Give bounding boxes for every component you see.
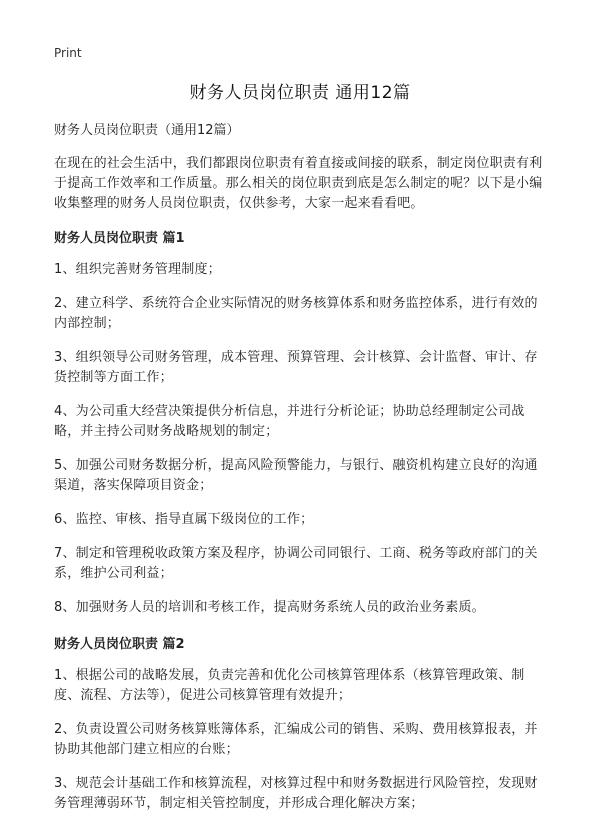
list-item: 1、根据公司的战略发展，负责完善和优化公司核算管理体系（核算管理政策、制度、流程、方法等），促进公司核算管理有效提升； xyxy=(54,668,525,703)
section-heading: 财务人员岗位职责 篇2 xyxy=(54,637,185,652)
section-2 xyxy=(54,636,550,814)
list-item: 5、加强公司财务数据分析，提高风险预警能力，与银行、融资机构建立良好的沟通渠道，落实保障项目资金； xyxy=(54,458,538,493)
document-body xyxy=(54,122,550,828)
list-item: 4、为公司重大经营决策提供分析信息，并进行分析论证；协助总经理制定公司战略，并主持公司财务战略规划的制定； xyxy=(54,404,525,439)
list-item: 8、加强财务人员的培训和考核工作，提高财务系统人员的政治业务素质。 xyxy=(54,600,485,615)
section-heading: 财务人员岗位职责 篇1 xyxy=(54,231,185,246)
list-item: 2、建立科学、系统符合企业实际情况的财务核算体系和财务监控体系，进行有效的内部控制； xyxy=(54,296,538,331)
page-title: 财务人员岗位职责 通用12篇 xyxy=(189,83,411,103)
list-item: 3、规范会计基础工作和核算流程，对核算过程中和财务数据进行风险管控，发现财务管理薄弱环节，制定相关管控制度，并形成合理化解决方案； xyxy=(54,776,538,811)
list-item: 7、制定和管理税收政策方案及程序，协调公司同银行、工商、税务等政府部门的关系，维护公司利益； xyxy=(54,546,538,581)
list-item: 1、组织完善财务管理制度； xyxy=(54,262,221,277)
document-subtitle: 财务人员岗位职责（通用12篇） xyxy=(54,123,240,138)
print-link[interactable]: Print xyxy=(54,46,82,60)
section-1 xyxy=(54,230,550,618)
intro-paragraph: 在现在的社会生活中，我们都跟岗位职责有着直接或间接的联系，制定岗位职责有利于提高工作效率和工作质量。那么相关的岗位职责到底是怎么制定的呢？以下是小编收集整理的财务人员岗位职责，仅供参考，大家一起来看看吧。 xyxy=(54,156,543,211)
list-item: 6、监控、审核、指导直属下级岗位的工作； xyxy=(54,512,314,527)
list-item: 2、负责设置公司财务核算账簿体系，汇编成公司的销售、采购、费用核算报表，并协助其他部门建立相应的台账； xyxy=(54,722,538,757)
list-item: 3、组织领导公司财务管理，成本管理、预算管理、会计核算、会计监督、审计、存货控制等方面工作； xyxy=(54,350,538,385)
